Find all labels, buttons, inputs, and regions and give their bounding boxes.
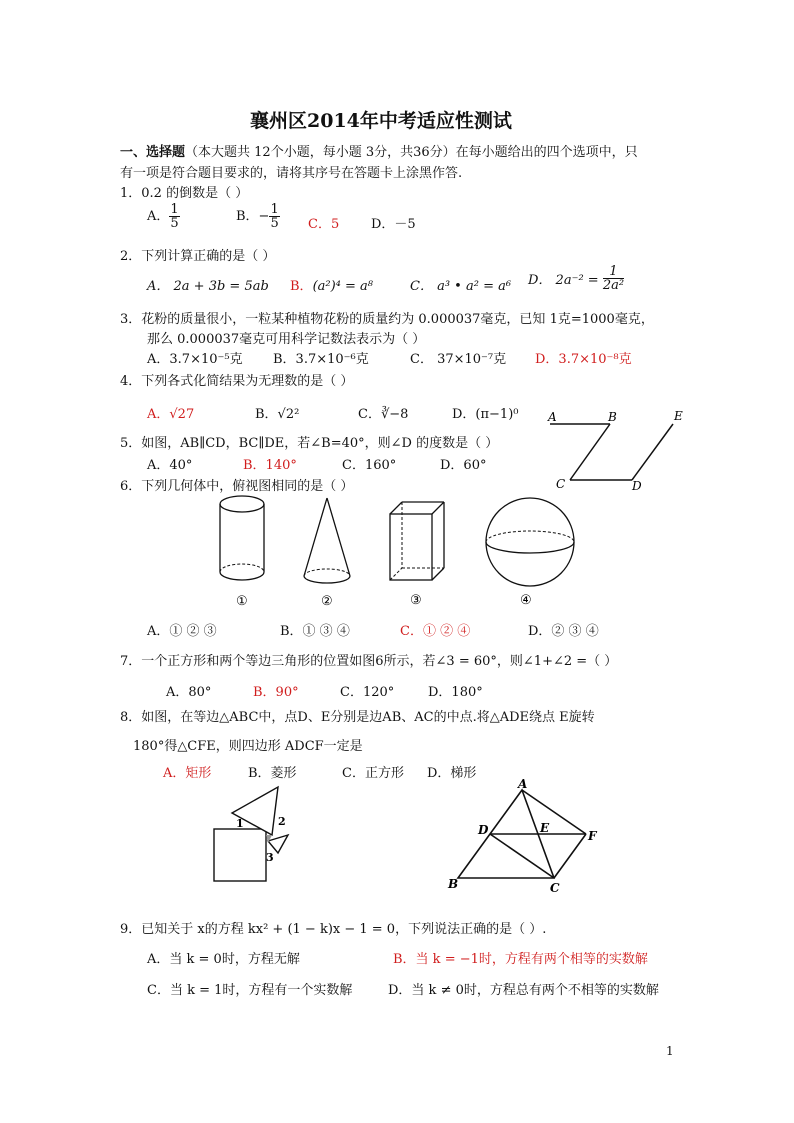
- q2-d-prefix: D． 2a⁻² =: [528, 273, 599, 288]
- page-title: 襄州区2014年中考适应性测试: [250, 110, 512, 132]
- label-a: A: [518, 777, 528, 791]
- q6-solids-figure: [200, 490, 600, 615]
- q6-option-c[interactable]: C．① ② ④: [400, 624, 471, 639]
- section-heading-bold: 一、选择题: [120, 145, 186, 160]
- q5-option-d[interactable]: D．60°: [440, 458, 487, 473]
- label-e: E: [674, 409, 683, 423]
- q2-option-d[interactable]: [528, 265, 624, 292]
- angle-label-2: 2: [278, 815, 286, 828]
- q1-option-c[interactable]: C．5: [308, 217, 340, 232]
- page-number: 1: [666, 1044, 674, 1058]
- label-e: E: [540, 821, 550, 835]
- q1-stem: 1．0.2 的倒数是（ ）: [120, 186, 249, 201]
- q4-stem: 4．下列各式化简结果为无理数的是（ ）: [120, 374, 354, 389]
- label-c: C: [556, 477, 566, 491]
- q1-option-d[interactable]: D．－5: [371, 217, 416, 232]
- section-heading-rest: （本大题共 12个小题，每小题 3分，共36分）在每小题给出的四个选项中，只: [185, 145, 638, 160]
- segment-fc: [554, 834, 586, 878]
- segment-de: [632, 424, 673, 480]
- label-d: D: [632, 479, 642, 493]
- q4-option-a[interactable]: A．√27: [147, 407, 195, 422]
- q1-option-b[interactable]: [236, 203, 280, 230]
- q7-option-a[interactable]: A．80°: [166, 685, 212, 700]
- q5-stem: 5．如图，AB∥CD，BC∥DE，若∠B=40°，则∠D 的度数是（ ）: [120, 436, 499, 451]
- q8-triangle-figure: [440, 778, 610, 896]
- cone-solid: [304, 498, 350, 583]
- q4-option-d[interactable]: D．(π−1)⁰: [452, 407, 519, 422]
- q6-option-d[interactable]: D．② ③ ④: [528, 624, 599, 639]
- label-f: F: [588, 829, 597, 843]
- q2-b-expr: (a²)⁴ = a⁸: [312, 279, 373, 294]
- cylinder-solid: [220, 496, 264, 580]
- q5-option-b[interactable]: B．140°: [243, 458, 297, 473]
- q8-option-a[interactable]: A．矩形: [163, 766, 212, 781]
- q6-option-a[interactable]: A．① ② ③: [147, 624, 217, 639]
- q9-stem: 9．已知关于 x的方程 kx² + (1 − k)x − 1 = 0，下列说法正确的是（ ）.: [120, 922, 547, 937]
- q3-option-c[interactable]: C． 37×10⁻⁷克: [410, 352, 507, 367]
- q7-option-c[interactable]: C．120°: [340, 685, 395, 700]
- q7-stem: 7．一个正方形和两个等边三角形的位置如图6所示，若∠3 = 60°，则∠1+∠2 =（ ）: [120, 654, 618, 669]
- square-shape: [214, 829, 266, 881]
- q8-option-b[interactable]: B．菱形: [248, 766, 297, 781]
- q8-option-d[interactable]: D．梯形: [427, 766, 477, 781]
- q9-option-b[interactable]: B．当 k = −1时，方程有两个相等的实数解: [393, 952, 648, 967]
- q7-option-b[interactable]: B．90°: [253, 685, 299, 700]
- q2-b-prefix: B．: [290, 279, 313, 294]
- segment-dc: [490, 834, 554, 878]
- q2-stem: 2．下列计算正确的是（ ）: [120, 249, 276, 264]
- q2-option-b[interactable]: [290, 275, 373, 294]
- q2-option-c[interactable]: C． a³ • a² = a⁶: [410, 279, 512, 294]
- q1-b-denominator: 5: [270, 216, 279, 231]
- q2-d-numerator: 1: [603, 265, 624, 279]
- label-d: D: [478, 823, 489, 837]
- q3-option-b[interactable]: B．3.7×10⁻⁶克: [273, 352, 369, 367]
- q3-line1: 3．花粉的质量很小，一粒某种植物花粉的质量约为 0.000037毫克，已知 1克=1000毫克，: [120, 312, 654, 327]
- q1-a-numerator: 1: [170, 202, 179, 217]
- q1-option-a[interactable]: [147, 203, 180, 230]
- sphere-solid: [486, 498, 574, 586]
- q4-option-b[interactable]: B．√2²: [255, 407, 300, 422]
- q7-option-d[interactable]: D．180°: [428, 685, 483, 700]
- q6-stem: 6．下列几何体中，俯视图相同的是（ ）: [120, 479, 354, 494]
- q2-d-denominator: 2a²: [602, 278, 625, 293]
- q5-option-c[interactable]: C．160°: [342, 458, 397, 473]
- label-a: A: [548, 410, 557, 424]
- q1-b-prefix: B．−: [236, 209, 270, 224]
- q1-b-numerator: 1: [270, 202, 279, 217]
- label-c: C: [550, 881, 560, 895]
- q3-option-d[interactable]: D．3.7×10⁻⁸克: [535, 352, 632, 367]
- section-instruction: 有一项是符合题目要求的，请将其序号在答题卡上涂黑作答.: [120, 166, 463, 181]
- solid-label-1: ①: [236, 594, 248, 609]
- q9-option-d[interactable]: D．当 k ≠ 0时，方程总有两个不相等的实数解: [388, 983, 659, 998]
- angle-label-1: 1: [236, 817, 244, 830]
- prism-solid: [390, 502, 444, 580]
- q8-option-c[interactable]: C．正方形: [342, 766, 404, 781]
- segment-bc: [570, 424, 610, 480]
- segment-af: [522, 790, 586, 834]
- q3-line2: 那么 0.000037毫克可用科学记数法表示为（ ）: [147, 332, 426, 347]
- q7-square-triangles-figure: [210, 785, 310, 885]
- q2-option-a[interactable]: A． 2a + 3b = 5ab: [147, 279, 269, 294]
- solid-label-3: ③: [410, 593, 422, 608]
- q9-option-c[interactable]: C．当 k = 1时，方程有一个实数解: [147, 983, 353, 998]
- q1-a-denominator: 5: [170, 216, 179, 231]
- q5-parallel-lines-figure: [540, 404, 700, 496]
- q4-option-c[interactable]: C．∛−8: [358, 407, 409, 422]
- q6-option-b[interactable]: B．① ③ ④: [280, 624, 350, 639]
- section-heading: [120, 141, 638, 160]
- angle-label-3: 3: [266, 851, 274, 864]
- label-b: B: [608, 410, 617, 424]
- q5-option-a[interactable]: A．40°: [147, 458, 193, 473]
- q8-line2: 180°得△CFE，则四边形 ADCF一定是: [133, 739, 363, 754]
- q3-option-a[interactable]: A．3.7×10⁻⁵克: [147, 352, 243, 367]
- q8-line1: 8．如图，在等边△ABC中，点D、E分别是边AB、AC的中点.将△ADE绕点 E旋转: [120, 710, 595, 725]
- solid-label-2: ②: [321, 594, 333, 609]
- solid-label-4: ④: [520, 593, 532, 608]
- label-b: B: [448, 877, 459, 891]
- q1-a-prefix: A．: [147, 209, 170, 224]
- q9-option-a[interactable]: A．当 k = 0时，方程无解: [147, 952, 300, 967]
